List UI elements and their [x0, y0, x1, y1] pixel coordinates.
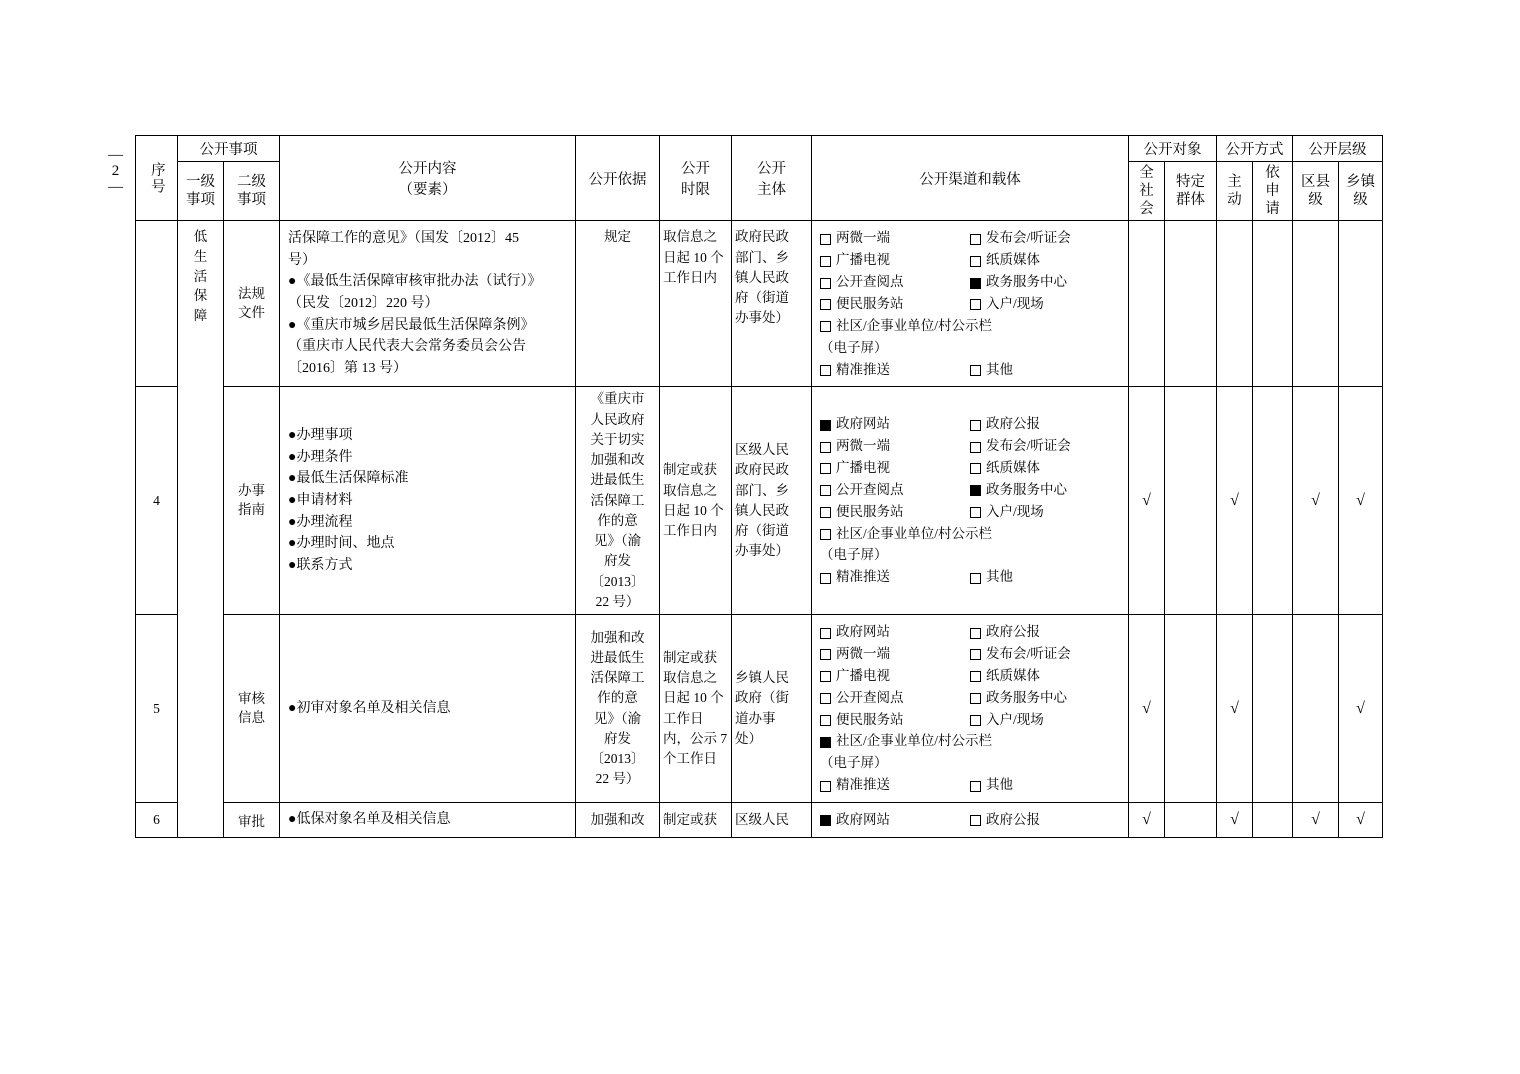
checkbox-gov-bulletin[interactable]	[970, 420, 981, 431]
checkbox-reading-point[interactable]	[820, 693, 831, 704]
checkbox-broadcast[interactable]	[820, 671, 831, 682]
channel-other: 其他	[970, 359, 1120, 381]
checkbox-precise[interactable]	[820, 573, 831, 584]
channel-paper: 纸质媒体	[970, 249, 1120, 271]
checkbox-community[interactable]	[820, 529, 831, 540]
header-basis: 公开依据	[576, 136, 660, 221]
channel-community: 社区/企事业单位/村公示栏	[820, 730, 1120, 752]
checkbox-community[interactable]	[820, 737, 831, 748]
cell-object-all: √	[1129, 615, 1165, 803]
checkbox-door[interactable]	[970, 299, 981, 310]
channel-service-center: 政务服务中心	[970, 479, 1120, 501]
checkbox-service-center[interactable]	[970, 278, 981, 289]
cell-content: ●低保对象名单及相关信息	[280, 803, 576, 838]
channel-press: 发布会/听证会	[970, 643, 1120, 665]
page-number-dash-bottom: —	[108, 179, 124, 195]
checkbox-press[interactable]	[970, 649, 981, 660]
cell-level-district	[1293, 615, 1339, 803]
cell-channel	[812, 221, 1129, 387]
checkbox-precise[interactable]	[820, 365, 831, 376]
cell-seq: 4	[136, 387, 178, 615]
header-level-group: 公开层级	[1293, 136, 1383, 162]
channel-gov-site: 政府网站	[820, 621, 970, 643]
checkbox-service-center[interactable]	[970, 693, 981, 704]
cell-basis: 《重庆市 人民政府 关于切实 加强和改 进最低生 活保障工 作的意 见》（渝 府发 〔2013〕 22 号）	[576, 387, 660, 615]
cell-subject: 区级人民	[732, 803, 812, 838]
cell-basis: 规定	[576, 221, 660, 387]
cell-method-active	[1217, 221, 1253, 387]
checkbox-community[interactable]	[820, 321, 831, 332]
checkbox-reading-point[interactable]	[820, 485, 831, 496]
table-row	[136, 615, 1383, 803]
checkbox-convenience[interactable]	[820, 299, 831, 310]
cell-content: ●初审对象名单及相关信息	[280, 615, 576, 803]
cell-method-active: √	[1217, 615, 1253, 803]
channel-convenience: 便民服务站	[820, 709, 970, 731]
cell-method-request	[1253, 221, 1293, 387]
cell-channel	[812, 387, 1129, 615]
cell-level-district	[1293, 221, 1339, 387]
channel-community: 社区/企事业单位/村公示栏	[820, 523, 1120, 545]
header-level-town: 乡镇 级	[1339, 162, 1383, 221]
checkbox-two-wei[interactable]	[820, 234, 831, 245]
channel-community-sub: （电子屏）	[820, 755, 888, 771]
cell-basis: 加强和改	[576, 803, 660, 838]
table-row	[136, 221, 1383, 387]
header-content	[280, 136, 576, 221]
channel-community-sub: （电子屏）	[820, 547, 888, 563]
channel-two-wei: 两微一端	[820, 435, 970, 457]
header-level-district: 区县 级	[1293, 162, 1339, 221]
cell-object-specific	[1165, 387, 1217, 615]
cell-object-specific	[1165, 221, 1217, 387]
channel-two-wei: 两微一端	[820, 227, 970, 249]
checkbox-other[interactable]	[970, 365, 981, 376]
cell-level2: 审核 信息	[224, 615, 280, 803]
checkbox-press[interactable]	[970, 234, 981, 245]
cell-level-town	[1339, 221, 1383, 387]
page-number-dash-top: —	[108, 147, 124, 163]
cell-level-district: √	[1293, 387, 1339, 615]
header-level1: 一级 事项	[178, 162, 224, 221]
cell-object-all: √	[1129, 803, 1165, 838]
cell-subject: 区级人民 政府民政 部门、乡 镇人民政 府（街道 办事处）	[732, 387, 812, 615]
checkbox-two-wei[interactable]	[820, 649, 831, 660]
channel-broadcast: 广播电视	[820, 249, 970, 271]
cell-level2: 审批	[224, 803, 280, 838]
checkbox-gov-site[interactable]	[820, 420, 831, 431]
cell-level-town: √	[1339, 387, 1383, 615]
checkbox-reading-point[interactable]	[820, 278, 831, 289]
checkbox-paper[interactable]	[970, 671, 981, 682]
header-deadline: 公开 时限	[660, 136, 732, 221]
cell-seq: 6	[136, 803, 178, 838]
channel-gov-site: 政府网站	[820, 809, 970, 831]
channel-two-wei: 两微一端	[820, 643, 970, 665]
channel-broadcast: 广播电视	[820, 457, 970, 479]
cell-deadline: 制定或获 取信息之 日起 10 个 工作日内	[660, 387, 732, 615]
cell-deadline: 制定或获	[660, 803, 732, 838]
header-method-active: 主 动	[1217, 162, 1253, 221]
cell-level-town: √	[1339, 615, 1383, 803]
cell-content: 活保障工作的意见》（国发〔2012〕45 号） ●《最低生活保障审核审批办法（试行）》 （民发〔2012〕220 号） ●《重庆市城乡居民最低生活保障条例》 （重庆市人民代表大会常务委员会公告 〔2016〕第 13 号）	[280, 221, 576, 387]
cell-level2: 法规 文件	[224, 221, 280, 387]
channel-gov-bulletin: 政府公报	[970, 621, 1120, 643]
header-seq: 序号	[136, 136, 178, 221]
page-number-value: 2	[111, 163, 121, 179]
cell-object-specific	[1165, 615, 1217, 803]
channel-other: 其他	[970, 566, 1120, 588]
channel-reading-point: 公开查阅点	[820, 687, 970, 709]
checkbox-gov-site[interactable]	[820, 815, 831, 826]
channel-gov-bulletin: 政府公报	[970, 413, 1120, 435]
header-channel: 公开渠道和载体	[812, 136, 1129, 221]
channel-convenience: 便民服务站	[820, 293, 970, 315]
checkbox-other[interactable]	[970, 781, 981, 792]
channel-paper: 纸质媒体	[970, 457, 1120, 479]
checkbox-door[interactable]	[970, 507, 981, 518]
checkbox-convenience[interactable]	[820, 507, 831, 518]
checkbox-gov-bulletin[interactable]	[970, 628, 981, 639]
channel-service-center: 政务服务中心	[970, 687, 1120, 709]
channel-precise: 精准推送	[820, 774, 970, 796]
checkbox-gov-site[interactable]	[820, 628, 831, 639]
cell-seq	[136, 221, 178, 387]
channel-door: 入户/现场	[970, 501, 1120, 523]
checkbox-two-wei[interactable]	[820, 442, 831, 453]
checkbox-service-center[interactable]	[970, 485, 981, 496]
checkbox-broadcast[interactable]	[820, 463, 831, 474]
header-method-group: 公开方式	[1217, 136, 1293, 162]
channel-convenience: 便民服务站	[820, 501, 970, 523]
cell-level1: 低 生 活 保 障	[178, 221, 224, 838]
channel-broadcast: 广播电视	[820, 665, 970, 687]
disclosure-table	[135, 135, 1383, 838]
channel-gov-site: 政府网站	[820, 413, 970, 435]
channel-door: 入户/现场	[970, 293, 1120, 315]
header-object-specific: 特定 群体	[1165, 162, 1217, 221]
table-header-row-1	[136, 136, 1383, 162]
cell-content: ●办理事项 ●办理条件 ●最低生活保障标准 ●申请材料 ●办理流程 ●办理时间、地点 ●联系方式	[280, 387, 576, 615]
page-number	[96, 147, 136, 195]
channel-press: 发布会/听证会	[970, 227, 1120, 249]
cell-method-request	[1253, 803, 1293, 838]
cell-method-active: √	[1217, 387, 1253, 615]
cell-subject: 政府民政 部门、乡 镇人民政 府（街道 办事处）	[732, 221, 812, 387]
checkbox-other[interactable]	[970, 573, 981, 584]
checkbox-broadcast[interactable]	[820, 256, 831, 267]
cell-object-all	[1129, 221, 1165, 387]
channel-press: 发布会/听证会	[970, 435, 1120, 457]
checkbox-paper[interactable]	[970, 463, 981, 474]
cell-deadline: 取信息之 日起 10 个 工作日内	[660, 221, 732, 387]
channel-door: 入户/现场	[970, 709, 1120, 731]
header-subject: 公开 主体	[732, 136, 812, 221]
channel-gov-bulletin: 政府公报	[970, 809, 1120, 831]
table-row	[136, 387, 1383, 615]
checkbox-paper[interactable]	[970, 256, 981, 267]
channel-reading-point: 公开查阅点	[820, 479, 970, 501]
cell-seq: 5	[136, 615, 178, 803]
channel-community: 社区/企事业单位/村公示栏	[820, 315, 1120, 337]
cell-method-active: √	[1217, 803, 1253, 838]
cell-channel	[812, 615, 1129, 803]
channel-precise: 精准推送	[820, 566, 970, 588]
checkbox-gov-bulletin[interactable]	[970, 815, 981, 826]
channel-service-center: 政务服务中心	[970, 271, 1120, 293]
channel-reading-point: 公开查阅点	[820, 271, 970, 293]
checkbox-precise[interactable]	[820, 781, 831, 792]
channel-community-sub: （电子屏）	[820, 339, 888, 355]
channel-paper: 纸质媒体	[970, 665, 1120, 687]
header-method-request: 依 申 请	[1253, 162, 1293, 221]
cell-subject: 乡镇人民 政府（街 道办事 处）	[732, 615, 812, 803]
cell-basis: 加强和改 进最低生 活保障工 作的意 见》（渝 府发 〔2013〕 22 号）	[576, 615, 660, 803]
channel-precise: 精准推送	[820, 359, 970, 381]
checkbox-press[interactable]	[970, 442, 981, 453]
cell-channel	[812, 803, 1129, 838]
header-content-line1: 公开内容	[398, 161, 457, 178]
header-object-group: 公开对象	[1129, 136, 1217, 162]
header-level2: 二级 事项	[224, 162, 280, 221]
checkbox-convenience[interactable]	[820, 715, 831, 726]
cell-object-all: √	[1129, 387, 1165, 615]
cell-object-specific	[1165, 803, 1217, 838]
cell-method-request	[1253, 387, 1293, 615]
cell-level-town: √	[1339, 803, 1383, 838]
cell-deadline: 制定或获 取信息之 日起 10 个 工作日 内，公示 7 个工作日	[660, 615, 732, 803]
header-public-item-group: 公开事项	[178, 136, 280, 162]
checkbox-door[interactable]	[970, 715, 981, 726]
cell-method-request	[1253, 615, 1293, 803]
cell-level-district: √	[1293, 803, 1339, 838]
table-row	[136, 803, 1383, 838]
header-content-line2: （要素）	[398, 182, 457, 199]
channel-other: 其他	[970, 774, 1120, 796]
cell-level2: 办事 指南	[224, 387, 280, 615]
header-object-all: 全 社 会	[1129, 162, 1165, 221]
